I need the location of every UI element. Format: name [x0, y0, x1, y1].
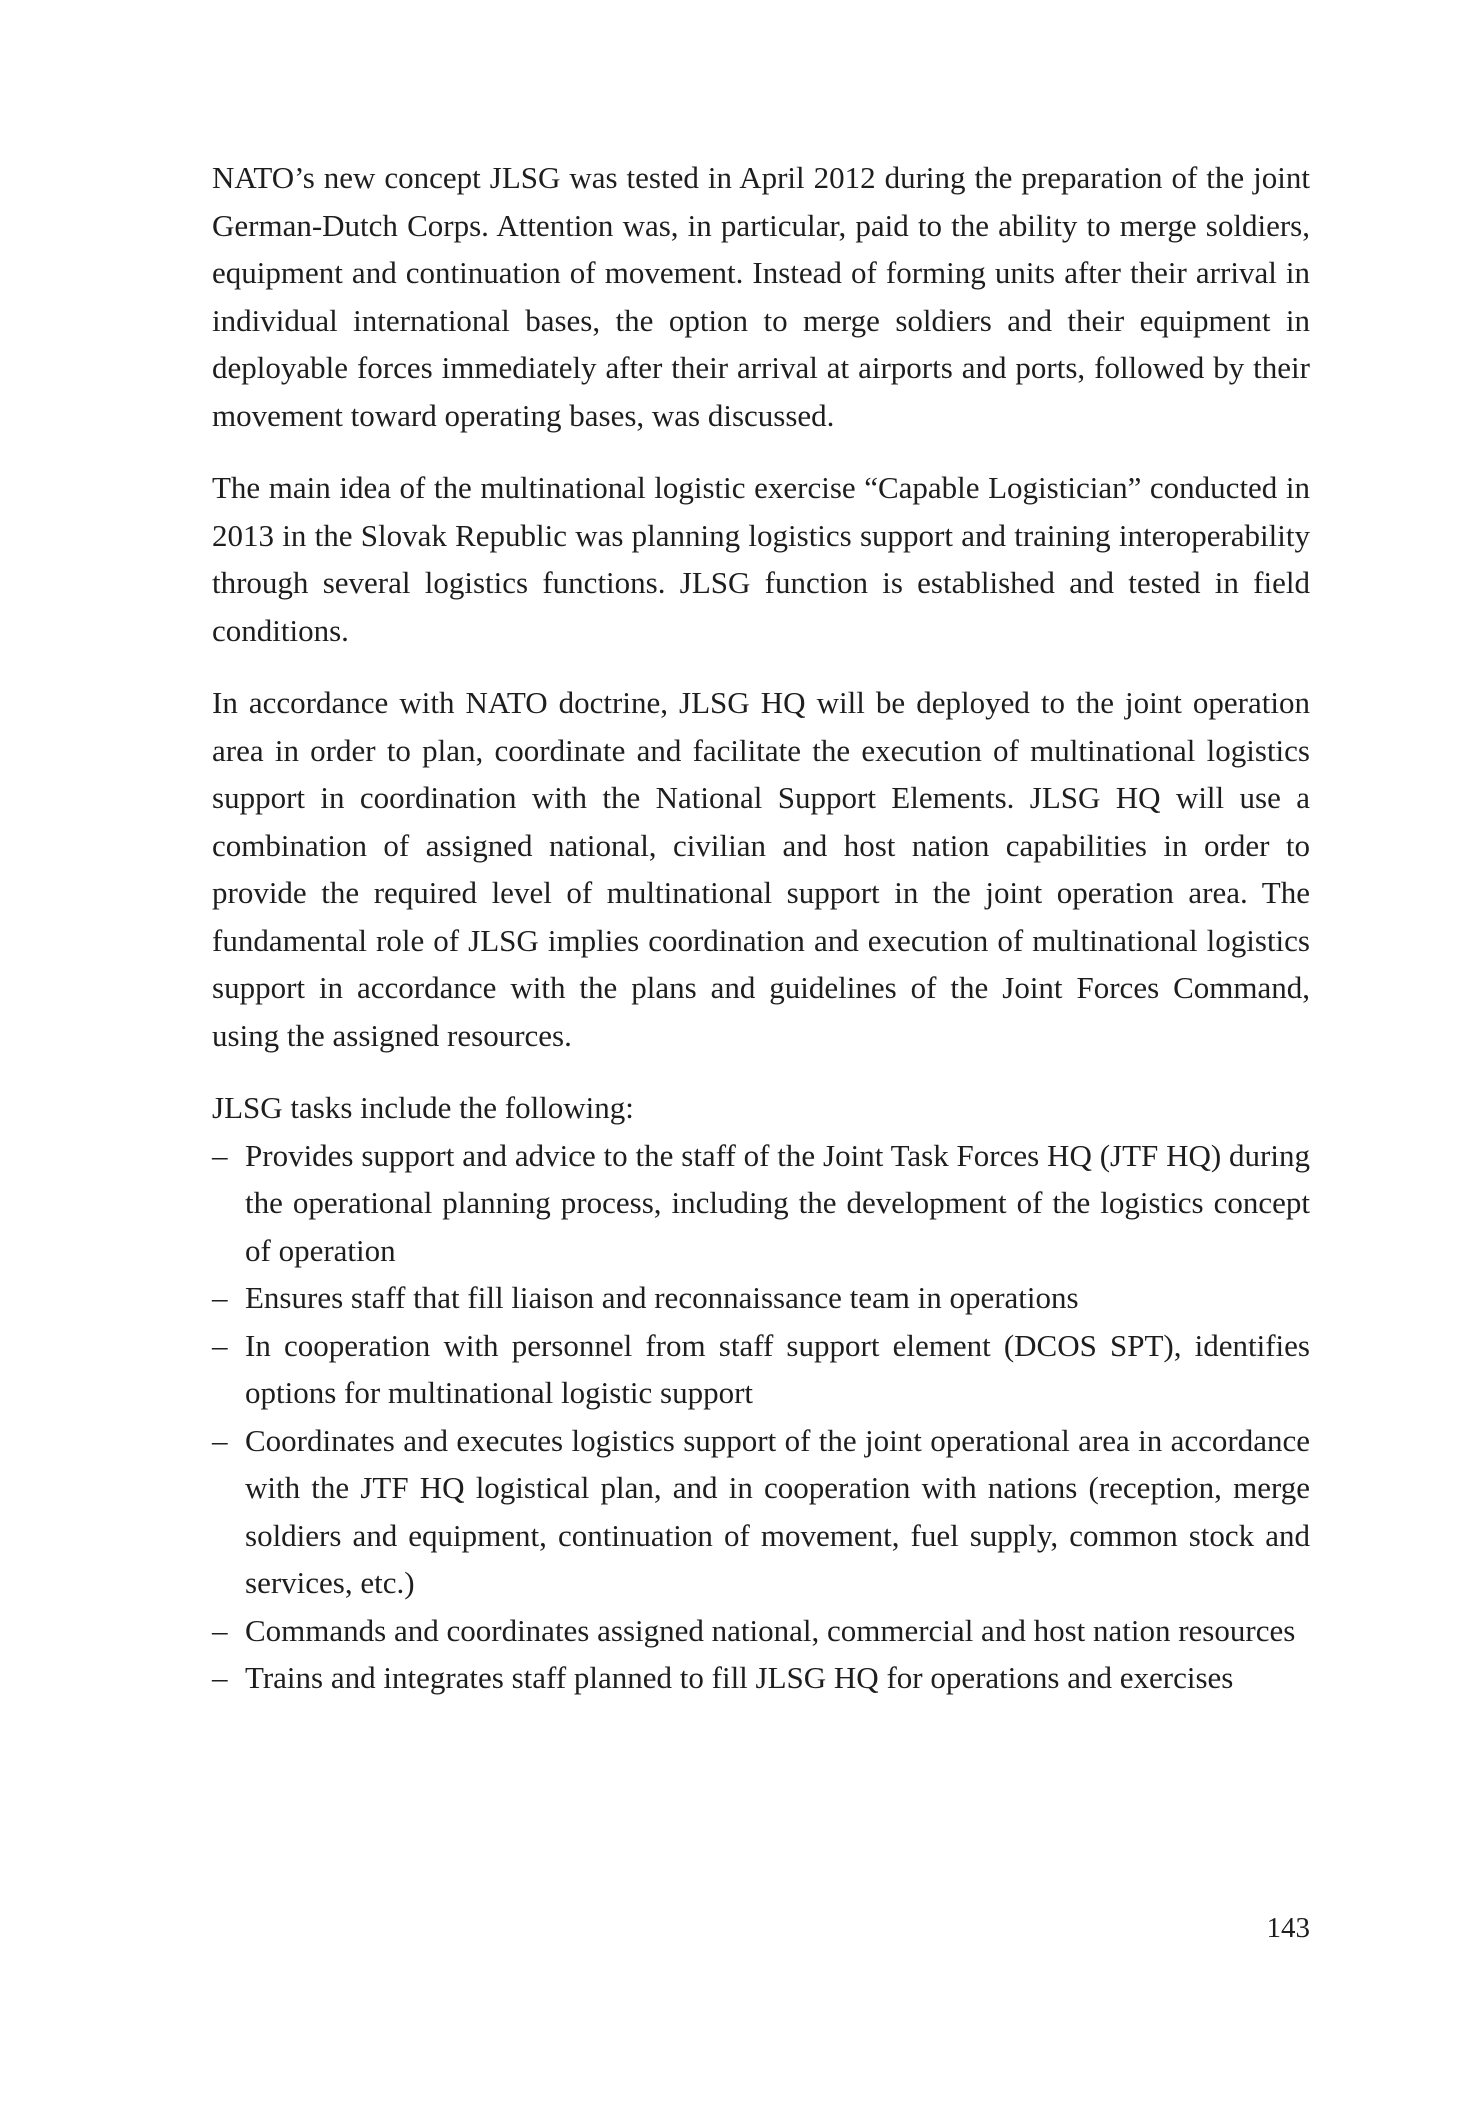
- list-item: [212, 1274, 1310, 1322]
- page-body: [212, 154, 1310, 1702]
- list-item-text: Provides support and advice to the staff of the Joint Task Forces HQ (JTF HQ) during the operational planning process, including the development of the logistics concept of operation: [245, 1137, 1310, 1268]
- list-item: [212, 1132, 1310, 1275]
- dash-bullet: –: [212, 1280, 228, 1315]
- tasks-section: [212, 1084, 1310, 1702]
- paragraph-jlsg-test-2012: NATO’s new concept JLSG was tested in April 2012 during the preparation of the joint German-Dutch Corps. Attention was, in particular, paid to the ability to merge soldiers, equipment and continuation of movement. Instead of forming units after their arrival in individual international bases, the option to merge soldiers and their equipment in deployable forces immediately after their arrival at airports and ports, followed by their movement toward operating bases, was discussed.: [212, 160, 1310, 433]
- dash-bullet: –: [212, 1660, 228, 1695]
- list-item: [212, 1654, 1310, 1702]
- list-item: [212, 1322, 1310, 1417]
- dash-bullet: –: [212, 1612, 228, 1648]
- list-item-text: Ensures staff that fill liaison and reconnaissance team in operations: [245, 1280, 1079, 1315]
- tasks-intro: JLSG tasks include the following:: [212, 1090, 634, 1125]
- paragraph-nato-doctrine: In accordance with NATO doctrine, JLSG HQ will be deployed to the joint operation area in order to plan, coordinate and facilitate the execution of multinational logistics support in coordination with the National Support Elements. JLSG HQ will use a combination of assigned national, civilian and host nation capabilities in order to provide the required level of multinational support in the joint operation area. The fundamental role of JLSG implies coordination and execution of multinational logistics support in accordance with the plans and guidelines of the Joint Forces Command, using the assigned resources.: [212, 685, 1310, 1053]
- list-item-text: Commands and coordinates assigned national, commercial and host nation resources: [245, 1612, 1296, 1648]
- dash-bullet: –: [212, 1422, 228, 1458]
- page-number: 143: [1266, 1912, 1310, 1944]
- list-item-text: Coordinates and executes logistics support of the joint operational area in accordance with the JTF HQ logistical plan, and in cooperation with nations (reception, merge soldiers and equipment, continuation of movement, fuel supply, common stock and services, etc.): [245, 1422, 1310, 1600]
- list-item-text: In cooperation with personnel from staff support element (DCOS SPT), identifies options for multinational logistic support: [245, 1327, 1310, 1410]
- list-item-text: Trains and integrates staff planned to fill JLSG HQ for operations and exercises: [245, 1660, 1234, 1695]
- list-item: [212, 1417, 1310, 1607]
- dash-bullet: –: [212, 1327, 228, 1363]
- paragraph-capable-logistician: The main idea of the multinational logistic exercise “Capable Logistician” conducted in 2013 in the Slovak Republic was planning logistics support and training interoperability through several logistics functions. JLSG function is established and tested in field conditions.: [212, 470, 1310, 648]
- dash-bullet: –: [212, 1137, 228, 1173]
- list-item: [212, 1607, 1310, 1655]
- tasks-list: [212, 1132, 1310, 1702]
